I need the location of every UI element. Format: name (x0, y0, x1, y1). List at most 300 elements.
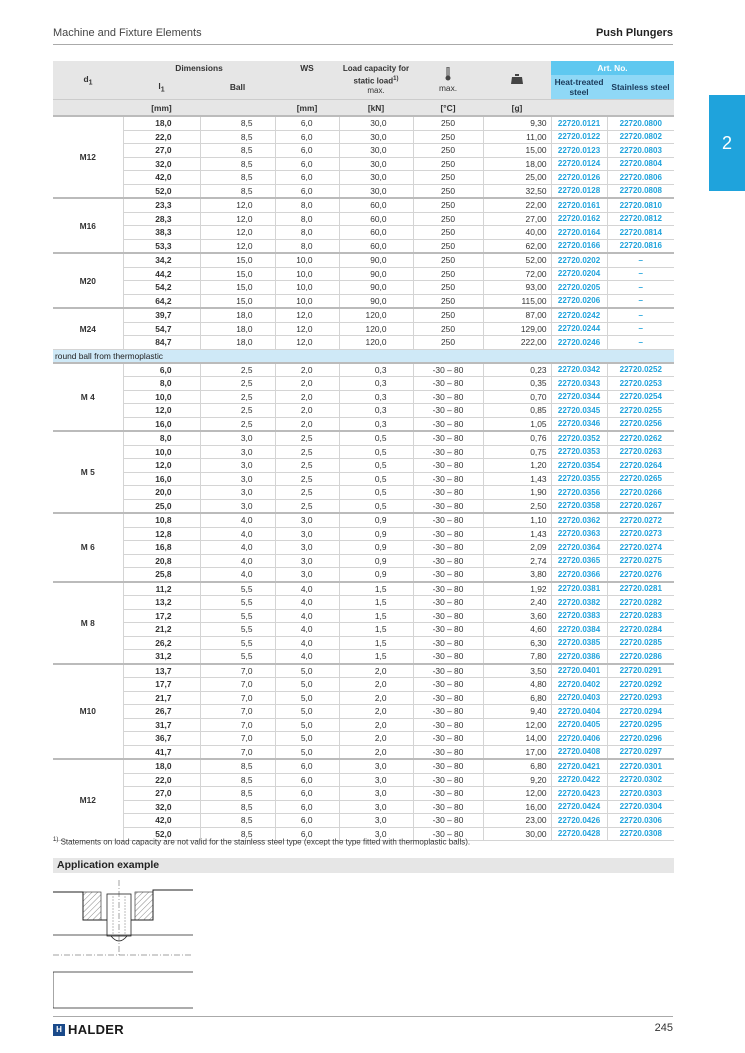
cell-ws: 6,0 (275, 157, 339, 171)
cell-art-stainless[interactable]: – (607, 322, 674, 336)
cell-ball: 3,0 (200, 472, 275, 486)
cell-art-stainless[interactable]: – (607, 281, 674, 295)
cell-art-stainless[interactable]: 22720.0266 (607, 486, 674, 500)
cell-art-heat[interactable]: 22720.0353 (551, 445, 607, 459)
cell-ws: 4,0 (275, 623, 339, 637)
cell-art-stainless[interactable]: 22720.0814 (607, 226, 674, 240)
cell-ws: 2,0 (275, 417, 339, 431)
cell-art-stainless[interactable]: 22720.0275 (607, 554, 674, 568)
table-row (53, 499, 674, 513)
cell-temp: 250 (413, 281, 483, 295)
page-number: 245 (654, 1022, 673, 1034)
cell-art-heat[interactable]: 22720.0381 (551, 582, 607, 596)
cell-ball: 7,0 (200, 718, 275, 732)
cell-art-stainless[interactable]: 22720.0282 (607, 596, 674, 610)
cell-temp: -30 – 80 (413, 800, 483, 814)
cell-art-stainless[interactable]: – (607, 253, 674, 267)
cell-ball: 5,5 (200, 596, 275, 610)
cell-weight: 1,20 (483, 459, 551, 473)
cell-art-heat[interactable]: 22720.0206 (551, 294, 607, 308)
cell-l1: 31,2 (123, 650, 200, 664)
cell-weight: 9,40 (483, 705, 551, 719)
cell-art-stainless[interactable]: 22720.0292 (607, 678, 674, 692)
cell-art-stainless[interactable]: 22720.0303 (607, 787, 674, 801)
cell-art-heat[interactable]: 22720.0382 (551, 596, 607, 610)
cell-temp: -30 – 80 (413, 814, 483, 828)
cell-ball: 8,5 (200, 814, 275, 828)
col-art-no: Art. No. (551, 61, 674, 75)
cell-weight: 6,30 (483, 636, 551, 650)
cell-load: 90,0 (339, 294, 413, 308)
cell-l1: 42,0 (123, 814, 200, 828)
cell-art-heat[interactable]: 22720.0364 (551, 541, 607, 555)
cell-art-stainless[interactable]: 22720.0253 (607, 377, 674, 391)
cell-temp: -30 – 80 (413, 678, 483, 692)
table-row (53, 732, 674, 746)
cell-temp: 250 (413, 116, 483, 130)
cell-ball: 8,5 (200, 144, 275, 158)
cell-ws: 12,0 (275, 308, 339, 322)
cell-art-stainless[interactable]: 22720.0273 (607, 527, 674, 541)
cell-art-stainless[interactable]: 22720.0304 (607, 800, 674, 814)
cell-temp: 250 (413, 198, 483, 212)
cell-art-stainless[interactable]: 22720.0812 (607, 212, 674, 226)
cell-l1: 21,2 (123, 623, 200, 637)
cell-l1: 16,0 (123, 417, 200, 431)
cell-art-heat[interactable]: 22720.0164 (551, 226, 607, 240)
cell-art-heat[interactable]: 22720.0428 (551, 827, 607, 841)
cell-ball: 8,5 (200, 787, 275, 801)
cell-l1: 17,2 (123, 609, 200, 623)
cell-art-heat[interactable]: 22720.0366 (551, 568, 607, 582)
cell-art-stainless[interactable]: 22720.0263 (607, 445, 674, 459)
cell-art-stainless[interactable]: 22720.0267 (607, 499, 674, 513)
cell-art-stainless[interactable]: 22720.0297 (607, 745, 674, 759)
cell-temp: -30 – 80 (413, 568, 483, 582)
table-row (53, 541, 674, 555)
table-row (53, 527, 674, 541)
cell-art-heat[interactable]: 22720.0386 (551, 650, 607, 664)
col-ball: Ball (200, 75, 275, 100)
cell-load: 30,0 (339, 130, 413, 144)
cell-art-heat[interactable]: 22720.0356 (551, 486, 607, 500)
cell-load: 30,0 (339, 184, 413, 198)
cell-art-stainless[interactable]: 22720.0301 (607, 759, 674, 773)
cell-art-stainless[interactable]: 22720.0808 (607, 184, 674, 198)
cell-load: 0,9 (339, 527, 413, 541)
cell-ws: 8,0 (275, 239, 339, 253)
cell-load: 1,5 (339, 650, 413, 664)
cell-art-heat[interactable]: 22720.0123 (551, 144, 607, 158)
cell-temp: 250 (413, 267, 483, 281)
cell-art-heat[interactable]: 22720.0354 (551, 459, 607, 473)
cell-ws: 6,0 (275, 759, 339, 773)
cell-ws: 10,0 (275, 253, 339, 267)
cell-ball: 3,0 (200, 499, 275, 513)
cell-art-stainless[interactable]: – (607, 308, 674, 322)
cell-l1: 64,2 (123, 294, 200, 308)
cell-load: 2,0 (339, 732, 413, 746)
cell-art-stainless[interactable]: 22720.0296 (607, 732, 674, 746)
cell-weight: 0,70 (483, 390, 551, 404)
cell-temp: 250 (413, 212, 483, 226)
cell-weight: 62,00 (483, 239, 551, 253)
cell-art-stainless[interactable]: 22720.0276 (607, 568, 674, 582)
table-row (53, 650, 674, 664)
cell-l1: 39,7 (123, 308, 200, 322)
cell-ball: 7,0 (200, 678, 275, 692)
cell-art-stainless[interactable]: 22720.0281 (607, 582, 674, 596)
cell-l1: 8,0 (123, 377, 200, 391)
cell-art-heat[interactable]: 22720.0365 (551, 554, 607, 568)
table-row (53, 404, 674, 418)
unit-load: [kN] (339, 100, 413, 117)
cell-art-stainless[interactable]: 22720.0802 (607, 130, 674, 144)
cell-temp: -30 – 80 (413, 596, 483, 610)
cell-weight: 72,00 (483, 267, 551, 281)
cell-ws: 5,0 (275, 691, 339, 705)
cell-load: 30,0 (339, 144, 413, 158)
cell-art-stainless[interactable]: 22720.0255 (607, 404, 674, 418)
cell-art-heat[interactable]: 22720.0126 (551, 171, 607, 185)
cell-load: 0,5 (339, 472, 413, 486)
cell-ws: 6,0 (275, 184, 339, 198)
cell-art-heat[interactable]: 22720.0383 (551, 609, 607, 623)
col-stainless: Stainless steel (607, 75, 674, 100)
cell-weight: 22,00 (483, 198, 551, 212)
cell-art-stainless[interactable]: – (607, 267, 674, 281)
cell-art-stainless[interactable]: 22720.0274 (607, 541, 674, 555)
cell-l1: 22,0 (123, 773, 200, 787)
cell-art-heat[interactable]: 22720.0422 (551, 773, 607, 787)
table-row (53, 459, 674, 473)
cell-art-heat[interactable]: 22720.0358 (551, 499, 607, 513)
cell-art-heat[interactable]: 22720.0363 (551, 527, 607, 541)
table-body (53, 116, 674, 841)
cell-art-stainless[interactable]: 22720.0293 (607, 691, 674, 705)
cell-art-stainless[interactable]: 22720.0810 (607, 198, 674, 212)
col-l1: $l_1$ (123, 75, 200, 100)
cell-load: 0,5 (339, 486, 413, 500)
cell-ball: 2,5 (200, 390, 275, 404)
cell-load: 1,5 (339, 582, 413, 596)
cell-art-heat[interactable]: 22720.0166 (551, 239, 607, 253)
cell-ball: 2,5 (200, 404, 275, 418)
cell-art-heat[interactable]: 22720.0406 (551, 732, 607, 746)
table-row (53, 773, 674, 787)
cell-art-heat[interactable]: 22720.0423 (551, 787, 607, 801)
header-divider (53, 44, 673, 45)
unit-weight: [g] (483, 100, 551, 117)
cell-art-heat[interactable]: 22720.0244 (551, 322, 607, 336)
table-row (53, 157, 674, 171)
cell-art-heat[interactable]: 22720.0122 (551, 130, 607, 144)
cell-load: 30,0 (339, 157, 413, 171)
cell-art-heat[interactable]: 22720.0352 (551, 431, 607, 445)
chapter-tab[interactable]: 2 (709, 95, 745, 191)
cell-weight: 87,00 (483, 308, 551, 322)
cell-art-heat[interactable]: 22720.0343 (551, 377, 607, 391)
cell-art-heat[interactable]: 22720.0355 (551, 472, 607, 486)
cell-art-stainless[interactable]: 22720.0285 (607, 636, 674, 650)
cell-ws: 4,0 (275, 596, 339, 610)
cell-weight: 1,10 (483, 513, 551, 527)
cell-art-stainless[interactable]: 22720.0295 (607, 718, 674, 732)
cell-art-heat[interactable]: 22720.0345 (551, 404, 607, 418)
table-row (53, 267, 674, 281)
cell-art-stainless[interactable]: 22720.0262 (607, 431, 674, 445)
cell-ball: 5,5 (200, 650, 275, 664)
cell-load: 0,3 (339, 363, 413, 377)
cell-load: 120,0 (339, 308, 413, 322)
cell-art-stainless[interactable]: 22720.0254 (607, 390, 674, 404)
cell-art-heat[interactable]: 22720.0162 (551, 212, 607, 226)
cell-weight: 12,00 (483, 787, 551, 801)
cell-art-stainless[interactable]: 22720.0308 (607, 827, 674, 841)
cell-temp: -30 – 80 (413, 650, 483, 664)
cell-l1: 42,0 (123, 171, 200, 185)
table-row (53, 322, 674, 336)
cell-ball: 12,0 (200, 198, 275, 212)
cell-temp: 250 (413, 226, 483, 240)
table-row (53, 609, 674, 623)
table-row (53, 226, 674, 240)
cell-ws: 2,5 (275, 472, 339, 486)
table-row (53, 664, 674, 678)
cell-ball: 7,0 (200, 664, 275, 678)
cell-l1: 36,7 (123, 732, 200, 746)
cell-thread: M10 (53, 664, 123, 760)
cell-ws: 8,0 (275, 198, 339, 212)
unit-temp: [°C] (413, 100, 483, 117)
cell-art-stainless[interactable]: 22720.0284 (607, 623, 674, 637)
cell-ws: 5,0 (275, 732, 339, 746)
cell-ball: 2,5 (200, 417, 275, 431)
cell-ws: 2,5 (275, 459, 339, 473)
cell-art-stainless[interactable]: – (607, 294, 674, 308)
cell-art-heat[interactable]: 22720.0204 (551, 267, 607, 281)
cell-ball: 18,0 (200, 322, 275, 336)
cell-ball: 18,0 (200, 308, 275, 322)
cell-l1: 21,7 (123, 691, 200, 705)
cell-temp: 250 (413, 322, 483, 336)
cell-weight: 93,00 (483, 281, 551, 295)
cell-l1: 41,7 (123, 745, 200, 759)
cell-ball: 8,5 (200, 184, 275, 198)
cell-temp: -30 – 80 (413, 431, 483, 445)
cell-temp: -30 – 80 (413, 623, 483, 637)
cell-load: 90,0 (339, 267, 413, 281)
cell-load: 1,5 (339, 609, 413, 623)
cell-ball: 3,0 (200, 431, 275, 445)
cell-ws: 12,0 (275, 336, 339, 350)
cell-weight: 6,80 (483, 691, 551, 705)
cell-art-stainless[interactable]: 22720.0283 (607, 609, 674, 623)
cell-art-heat[interactable]: 22720.0426 (551, 814, 607, 828)
cell-load: 60,0 (339, 198, 413, 212)
table-row (53, 568, 674, 582)
table-row (53, 239, 674, 253)
cell-ball: 7,0 (200, 691, 275, 705)
cell-l1: 10,8 (123, 513, 200, 527)
cell-ws: 4,0 (275, 609, 339, 623)
cell-load: 2,0 (339, 664, 413, 678)
cell-ws: 8,0 (275, 226, 339, 240)
cell-art-stainless[interactable]: 22720.0804 (607, 157, 674, 171)
table-row (53, 513, 674, 527)
cell-temp: -30 – 80 (413, 609, 483, 623)
cell-load: 60,0 (339, 239, 413, 253)
cell-weight: 6,80 (483, 759, 551, 773)
cell-thread: M16 (53, 198, 123, 253)
cell-weight: 1,90 (483, 486, 551, 500)
cell-art-stainless[interactable]: 22720.0306 (607, 814, 674, 828)
table-row (53, 184, 674, 198)
cell-art-stainless[interactable]: 22720.0803 (607, 144, 674, 158)
cell-art-heat[interactable]: 22720.0362 (551, 513, 607, 527)
table-row (53, 198, 674, 212)
cell-temp: -30 – 80 (413, 390, 483, 404)
cell-art-heat[interactable]: 22720.0405 (551, 718, 607, 732)
cell-art-heat[interactable]: 22720.0202 (551, 253, 607, 267)
cell-ws: 6,0 (275, 116, 339, 130)
footer-divider (53, 1016, 673, 1017)
cell-ws: 6,0 (275, 814, 339, 828)
table-row (53, 705, 674, 719)
cell-weight: 1,05 (483, 417, 551, 431)
cell-load: 30,0 (339, 116, 413, 130)
cell-l1: 17,7 (123, 678, 200, 692)
cell-art-stainless[interactable]: 22720.0302 (607, 773, 674, 787)
cell-load: 0,9 (339, 541, 413, 555)
cell-l1: 32,0 (123, 800, 200, 814)
table-row (53, 171, 674, 185)
cell-ws: 6,0 (275, 773, 339, 787)
cell-weight: 14,00 (483, 732, 551, 746)
table-row (53, 787, 674, 801)
cell-weight: 7,80 (483, 650, 551, 664)
cell-art-heat[interactable]: 22720.0403 (551, 691, 607, 705)
cell-ball: 8,5 (200, 116, 275, 130)
cell-art-stainless[interactable]: – (607, 336, 674, 350)
table-row (53, 253, 674, 267)
cell-art-heat[interactable]: 22720.0346 (551, 417, 607, 431)
cell-weight: 17,00 (483, 745, 551, 759)
cell-weight: 0,23 (483, 363, 551, 377)
cell-load: 1,5 (339, 636, 413, 650)
cell-art-heat[interactable]: 22720.0424 (551, 800, 607, 814)
cell-l1: 26,2 (123, 636, 200, 650)
cell-art-heat[interactable]: 22720.0404 (551, 705, 607, 719)
cell-art-heat[interactable]: 22720.0421 (551, 759, 607, 773)
cell-l1: 52,0 (123, 184, 200, 198)
cell-ws: 5,0 (275, 745, 339, 759)
cell-temp: -30 – 80 (413, 732, 483, 746)
cell-ball: 8,5 (200, 800, 275, 814)
cell-art-heat[interactable]: 22720.0408 (551, 745, 607, 759)
cell-art-stainless[interactable]: 22720.0291 (607, 664, 674, 678)
cell-load: 3,0 (339, 800, 413, 814)
cell-l1: 54,2 (123, 281, 200, 295)
cell-art-stainless[interactable]: 22720.0252 (607, 363, 674, 377)
cell-load: 0,5 (339, 445, 413, 459)
cell-weight: 4,80 (483, 678, 551, 692)
halder-logo (53, 1022, 124, 1037)
cell-art-heat[interactable]: 22720.0242 (551, 308, 607, 322)
cell-ws: 2,5 (275, 431, 339, 445)
cell-weight: 9,20 (483, 773, 551, 787)
cell-ball: 7,0 (200, 705, 275, 719)
cell-weight: 3,50 (483, 664, 551, 678)
cell-ws: 10,0 (275, 281, 339, 295)
header-product-title: Push Plungers (595, 27, 673, 39)
cell-l1: 27,0 (123, 144, 200, 158)
col-d1: $d_1$ (53, 61, 123, 100)
cell-art-heat[interactable]: 22720.0124 (551, 157, 607, 171)
cell-ws: 6,0 (275, 787, 339, 801)
cell-weight: 222,00 (483, 336, 551, 350)
unit-ball (200, 100, 275, 117)
cell-art-stainless[interactable]: 22720.0800 (607, 116, 674, 130)
logo-text: HALDER (68, 1022, 124, 1037)
table-row (53, 431, 674, 445)
cell-art-stainless[interactable]: 22720.0816 (607, 239, 674, 253)
cell-art-heat[interactable]: 22720.0121 (551, 116, 607, 130)
cell-art-stainless[interactable]: 22720.0264 (607, 459, 674, 473)
cell-load: 2,0 (339, 691, 413, 705)
cell-art-stainless[interactable]: 22720.0806 (607, 171, 674, 185)
cell-temp: 250 (413, 239, 483, 253)
cell-art-heat[interactable]: 22720.0161 (551, 198, 607, 212)
cell-load: 0,3 (339, 390, 413, 404)
cell-art-heat[interactable]: 22720.0344 (551, 390, 607, 404)
cell-art-stainless[interactable]: 22720.0286 (607, 650, 674, 664)
cell-weight: 0,75 (483, 445, 551, 459)
cell-art-stainless[interactable]: 22720.0272 (607, 513, 674, 527)
cell-ws: 10,0 (275, 267, 339, 281)
cell-ball: 8,5 (200, 827, 275, 841)
table-row (53, 745, 674, 759)
cell-weight: 129,00 (483, 322, 551, 336)
cell-ws: 12,0 (275, 322, 339, 336)
table-row (53, 718, 674, 732)
table-row (53, 212, 674, 226)
cell-ball: 2,5 (200, 363, 275, 377)
cell-art-heat[interactable]: 22720.0205 (551, 281, 607, 295)
cell-art-heat[interactable]: 22720.0401 (551, 664, 607, 678)
cell-load: 90,0 (339, 281, 413, 295)
cell-art-heat[interactable]: 22720.0385 (551, 636, 607, 650)
cell-art-stainless[interactable]: 22720.0265 (607, 472, 674, 486)
table-row (53, 623, 674, 637)
cell-art-heat[interactable]: 22720.0384 (551, 623, 607, 637)
cell-art-stainless[interactable]: 22720.0294 (607, 705, 674, 719)
cell-ball: 5,5 (200, 636, 275, 650)
cell-art-stainless[interactable]: 22720.0256 (607, 417, 674, 431)
cell-l1: 54,7 (123, 322, 200, 336)
cell-temp: 250 (413, 308, 483, 322)
table-row (53, 294, 674, 308)
cell-load: 3,0 (339, 773, 413, 787)
cell-load: 120,0 (339, 336, 413, 350)
cell-art-heat[interactable]: 22720.0402 (551, 678, 607, 692)
cell-weight: 3,60 (483, 609, 551, 623)
cell-ball: 2,5 (200, 377, 275, 391)
cell-art-heat[interactable]: 22720.0246 (551, 336, 607, 350)
cell-art-heat[interactable]: 22720.0128 (551, 184, 607, 198)
cell-art-heat[interactable]: 22720.0342 (551, 363, 607, 377)
cell-ws: 3,0 (275, 554, 339, 568)
